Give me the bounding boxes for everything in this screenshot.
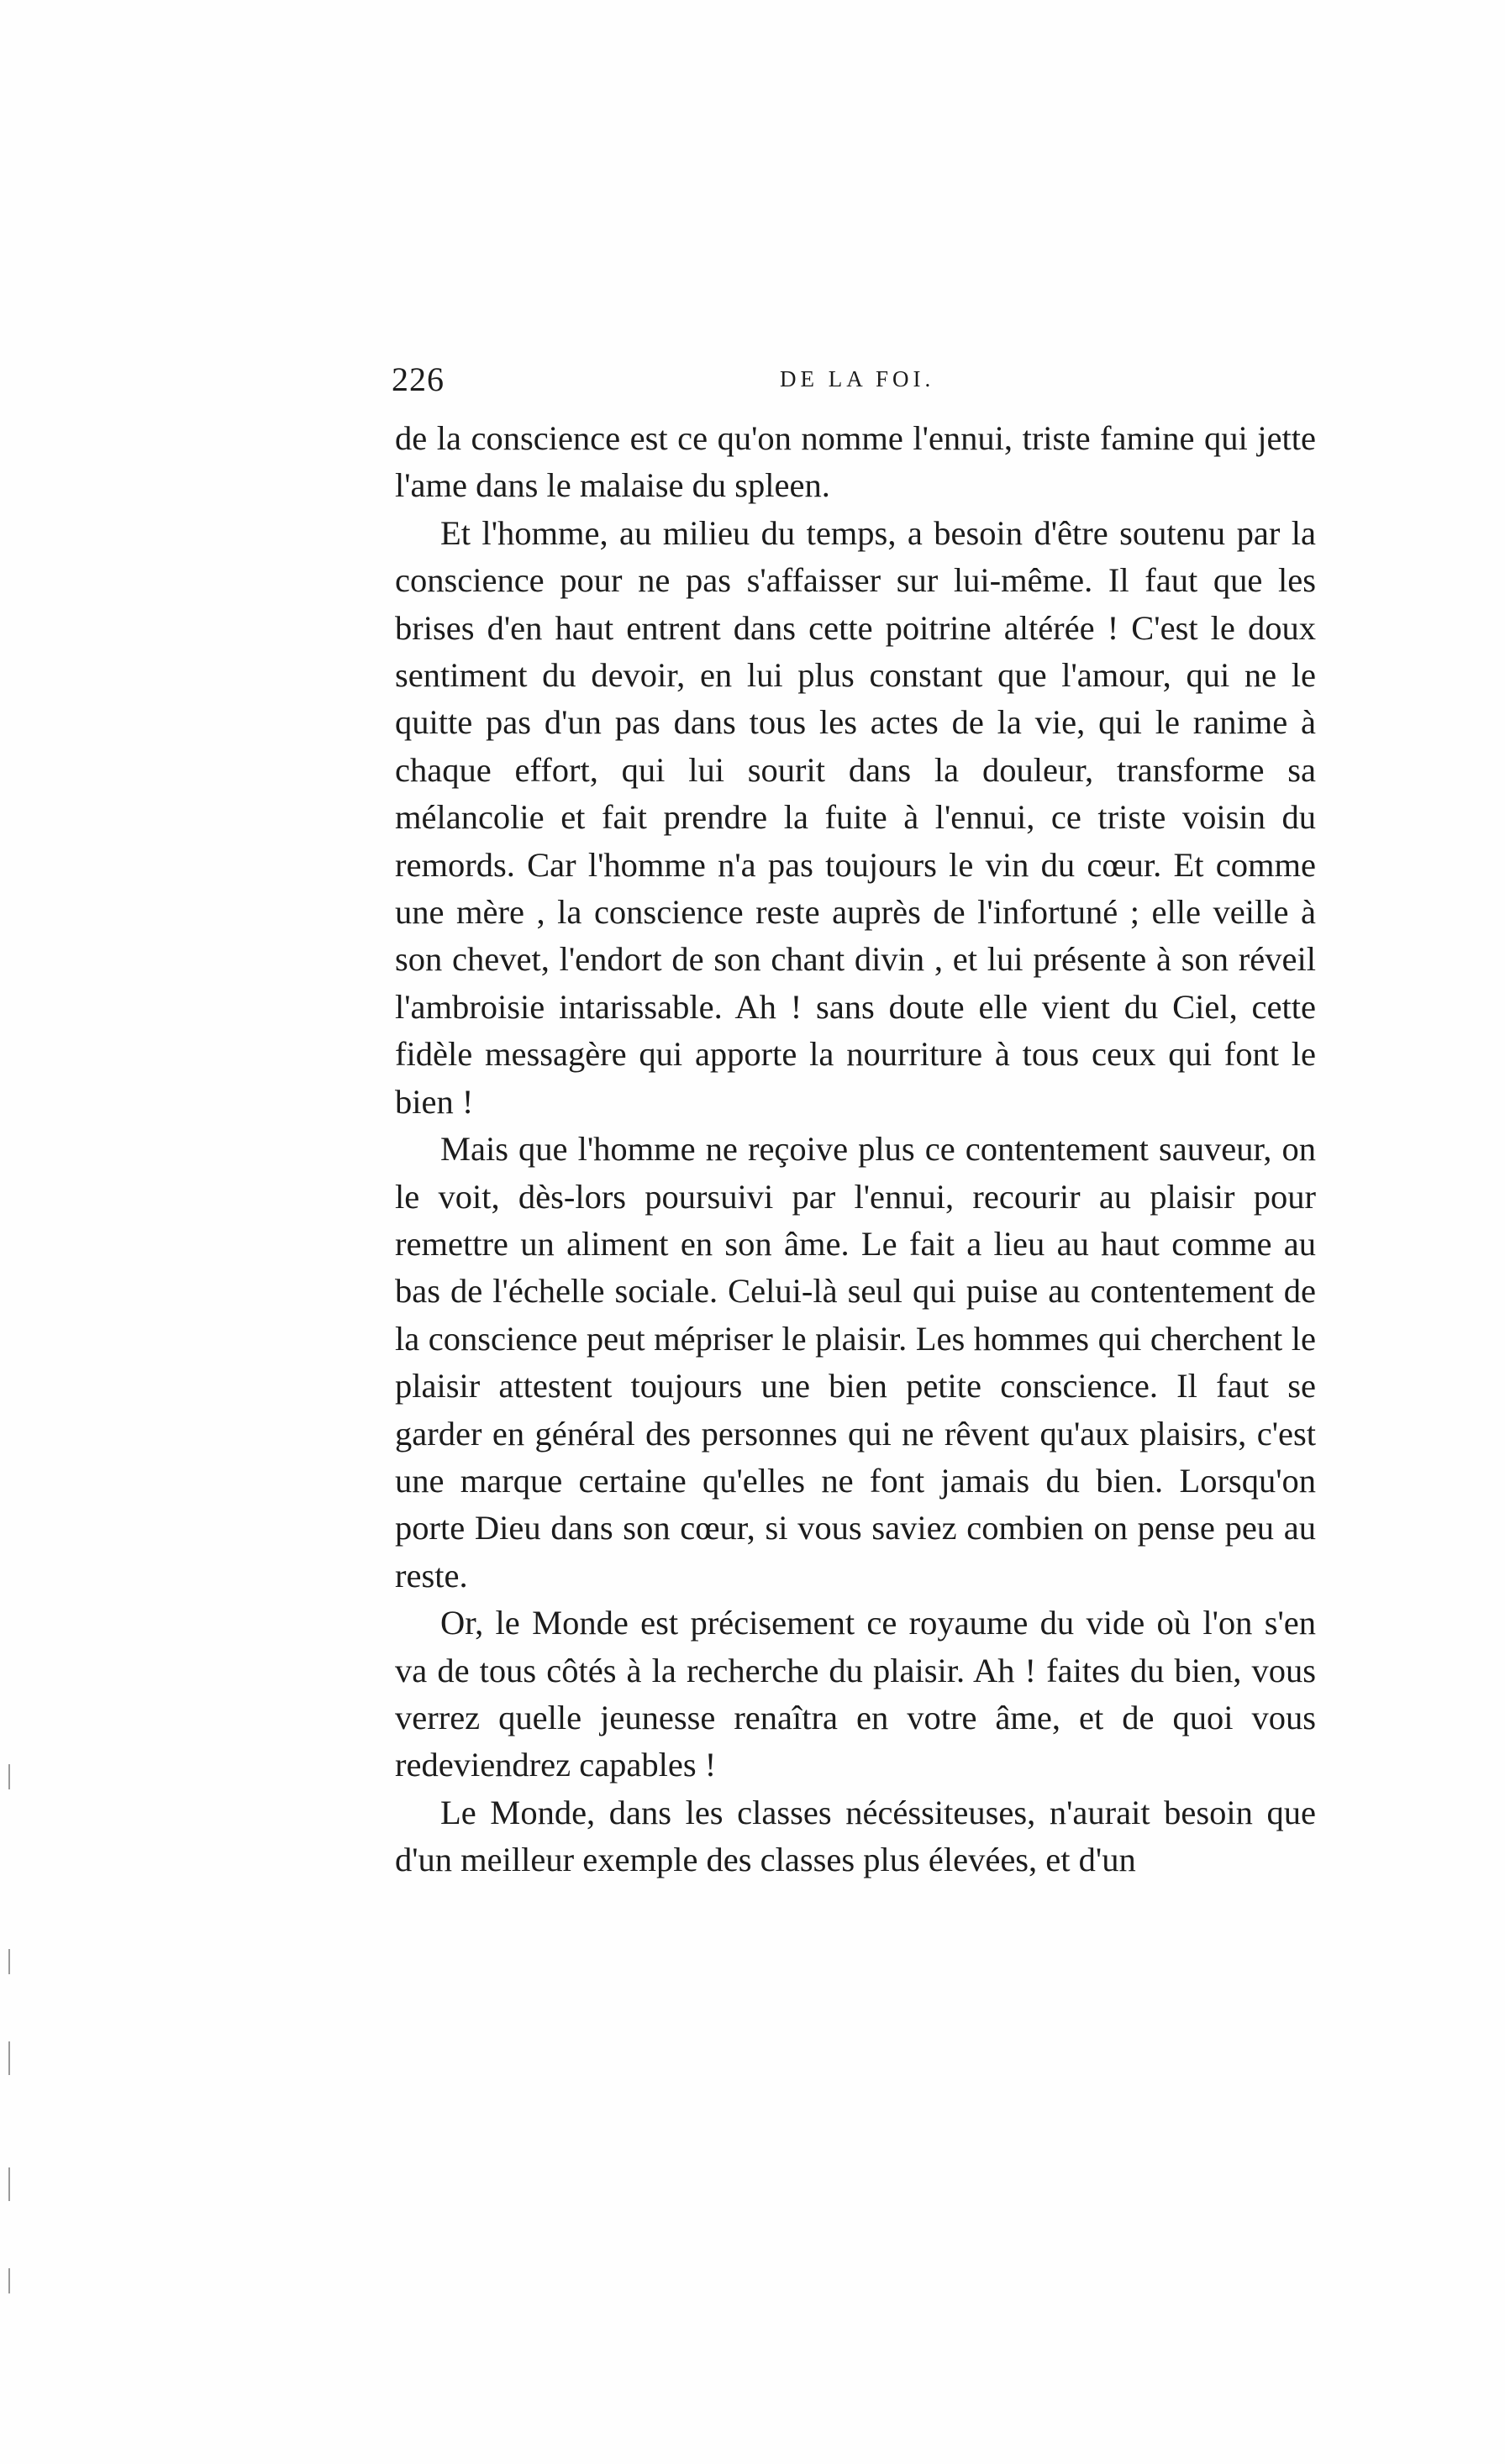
paragraph: Le Monde, dans les classes nécéssiteuses, n'aurait besoin que d'un meilleur exemple des classes plus élevées, et d'un [395,1793,1316,1879]
scan-mark [8,2041,10,2075]
paragraph: Et l'homme, au milieu du temps, a besoin d'être soutenu par la conscience pour ne pas s'affaisser sur lui-même. Il faut que les brises d'en haut entrent dans cette poitrine altérée ! C'est le doux sentiment du devoir, en lui plus constant que l'amour, qui ne le quitte pas d'un pas dans tous les actes de la vie, qui le ranime à chaque effort, qui lui sourit dans la douleur, transforme sa mélancolie et fait prendre la fuite à l'ennui, ce triste voisin du remords. Car l'homme n'a pas toujours le vin du cœur. Et comme une mère , la conscience reste auprès de l'infortuné ; elle veille à son chevet, l'endort de son chant divin , et lui présente à son réveil l'ambroisie intarissable. Ah ! sans doute elle vient du Ciel, cette fidèle messagère qui apporte la nourriture à tous ceux qui font le bien ! [395,513,1316,1121]
page-number: 226 [392,360,445,398]
scan-mark [8,1764,10,1789]
scan-mark [8,2268,10,2293]
running-title: DE LA FOI. [780,366,935,391]
page-header [392,360,1316,410]
paragraph: Or, le Monde est précisement ce royaume du vide où l'on s'en va de tous côtés à la recherche du plaisir. Ah ! faites du bien, vous verrez quelle jeunesse renaîtra en votre âme, et de quoi vous redeviendrez capables ! [395,1604,1316,1784]
paragraph: Mais que l'homme ne reçoive plus ce contentement sauveur, on le voit, dès-lors poursuivi par l'ennui, recourir au plaisir pour remettre un aliment en son âme. Le fait a lieu au haut comme au bas de l'échelle sociale. Celui-là seul qui puise au contentement de la conscience peut mépriser le plaisir. Les hommes qui cherchent le plaisir attestent toujours une bien petite conscience. Il faut se garder en général des personnes qui ne rêvent qu'aux plaisirs, c'est une marque certaine qu'elles ne font jamais du bien. Lorsqu'on porte Dieu dans son cœur, si vous saviez combien on pense peu au reste. [395,1130,1316,1595]
body-text [395,415,1316,1884]
paragraph-continued: de la conscience est ce qu'on nomme l'ennui, triste famine qui jette l'ame dans le malaise du spleen. [395,419,1316,505]
scan-mark [8,2167,10,2201]
scan-mark [8,1949,10,1974]
scan-margin-marks [8,1764,13,2352]
